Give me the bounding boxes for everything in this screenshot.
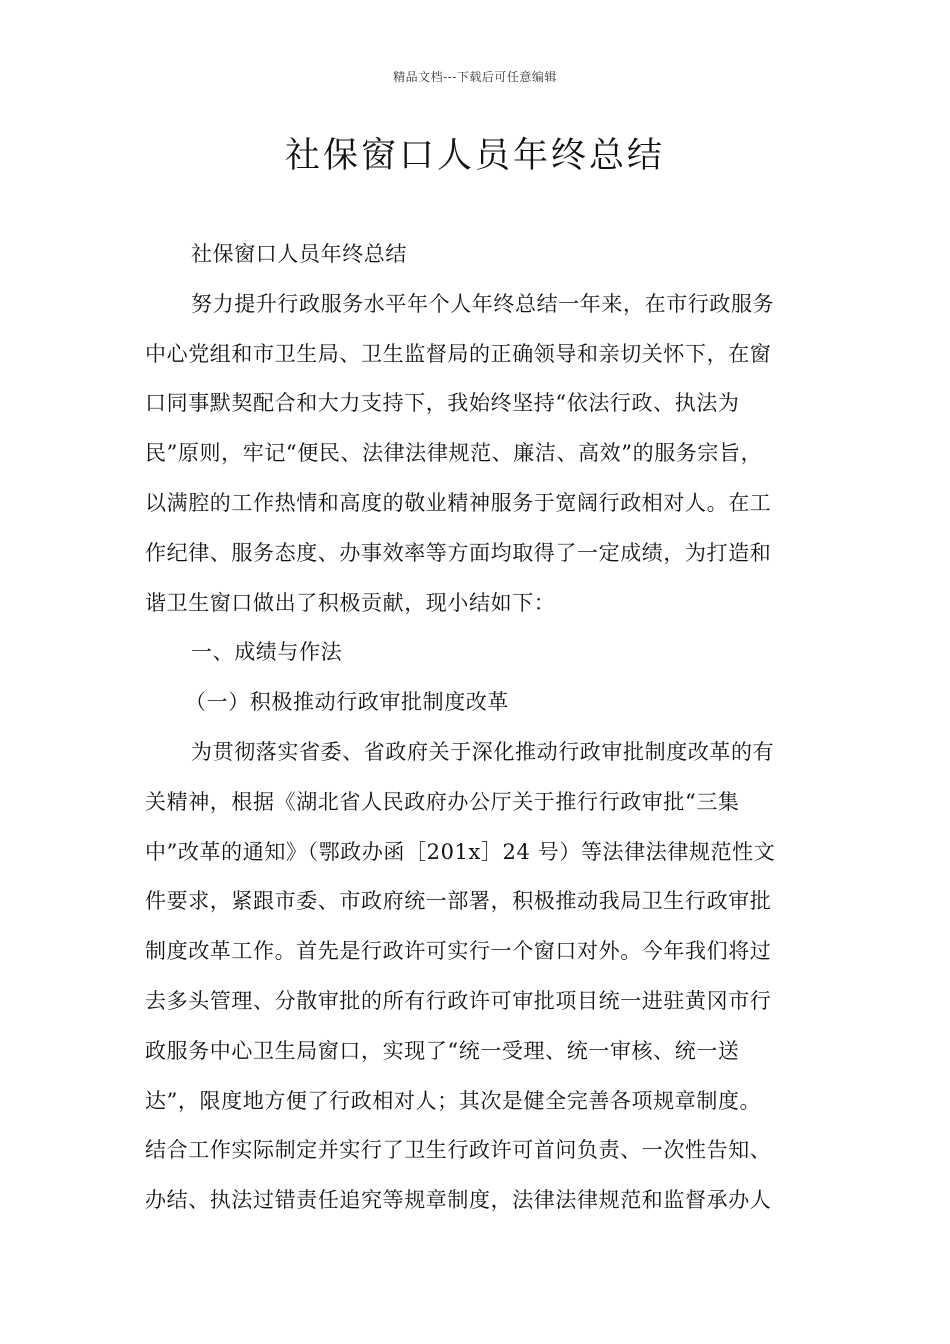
paragraph-line: 办结、执法过错责任追究等规章制度，法律法律规范和监督承办人 bbox=[145, 1188, 772, 1213]
paragraph-line: 作纪律、服务态度、办事效率等方面均取得了一定成绩，为打造和 bbox=[145, 540, 772, 565]
paragraph-line: 为贯彻落实省委、省政府关于深化推动行政审批制度改革的有 bbox=[191, 739, 775, 764]
paragraph-line: 谐卫生窗口做出了积极贡献，现小结如下： bbox=[145, 590, 556, 615]
paragraph-line: 结合工作实际制定并实行了卫生行政许可首问负责、一次性告知、 bbox=[145, 1138, 772, 1163]
paragraph-line: 关精神，根据《湖北省人民政府办公厅关于推行行政审批“三集 bbox=[145, 789, 740, 814]
paragraph-line: 件要求，紧跟市委、市政府统一部署，积极推动我局卫生行政审批 bbox=[145, 889, 772, 914]
paragraph-line: 制度改革工作。首先是行政许可实行一个窗口对外。今年我们将过 bbox=[145, 939, 772, 964]
paragraph-line: 口同事默契配合和大力支持下，我始终坚持“依法行政、执法为 bbox=[145, 391, 740, 416]
header-note: 精品文档---下载后可任意编辑 bbox=[393, 70, 557, 84]
paragraph-line: 达”，限度地方便了行政相对人；其次是健全完善各项规章制度。 bbox=[145, 1088, 762, 1113]
paragraph-line: 去多头管理、分散审批的所有行政许可审批项目统一进驻黄冈市行 bbox=[145, 988, 772, 1013]
paragraph-line: 政服务中心卫生局窗口，实现了“统一受理、统一审核、统一送 bbox=[145, 1038, 740, 1063]
paragraph-line: 努力提升行政服务水平年个人年终总结一年来，在市行政服务 bbox=[191, 291, 775, 316]
document-body bbox=[145, 230, 810, 1226]
paragraph-line: 中心党组和市卫生局、卫生监督局的正确领导和亲切关怀下，在窗 bbox=[145, 341, 772, 366]
paragraph-line: 社保窗口人员年终总结 bbox=[191, 242, 407, 266]
section-heading: 一、成绩与作法 bbox=[191, 640, 343, 665]
subsection-heading: （一）积极推动行政审批制度改革 bbox=[185, 690, 509, 715]
paragraph-line: 民”原则，牢记“便民、法律法律规范、廉洁、高效”的服务宗旨， bbox=[145, 441, 763, 466]
document-title: 社保窗口人员年终总结 bbox=[284, 136, 665, 176]
paragraph-line: 中”改革的通知》（鄂政办函［201x］24 号）等法律法律规范性文 bbox=[145, 839, 776, 864]
paragraph-line: 以满腔的工作热情和高度的敬业精神服务于宽阔行政相对人。在工 bbox=[145, 490, 772, 515]
